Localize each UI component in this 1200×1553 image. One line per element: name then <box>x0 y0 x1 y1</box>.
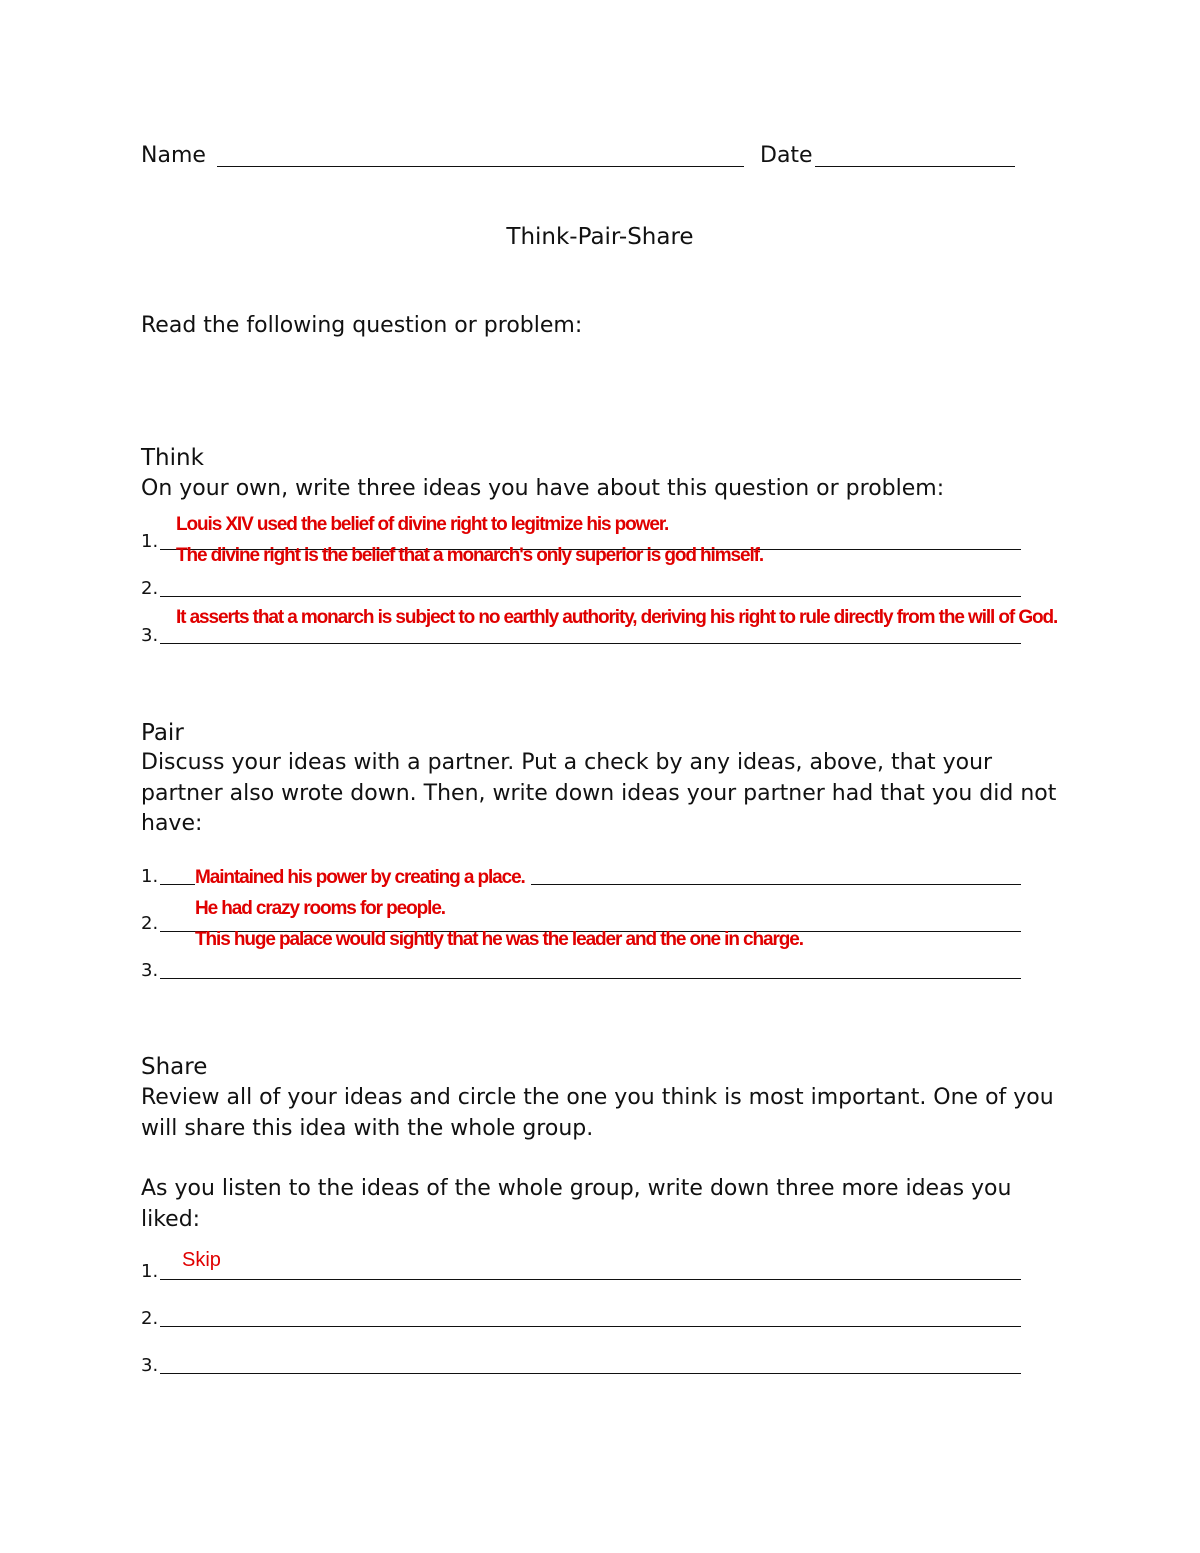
page-title: Think-Pair-Share <box>506 224 694 250</box>
share-heading: Share <box>141 1054 208 1080</box>
handwritten-answer: It asserts that a monarch is subject to no earthly authority, deriving his right to rule directly from the will of God. <box>176 607 1058 628</box>
item-number: 3. <box>141 1355 159 1376</box>
date-field-line[interactable] <box>815 166 1015 167</box>
handwritten-answer: He had crazy rooms for people. <box>195 898 445 919</box>
think-heading: Think <box>141 445 204 471</box>
pair-instructions: Discuss your ideas with a partner. Put a check by any ideas, above, that your partner also wrote down. Then, write down ideas your partner had that you did not have: <box>141 750 1057 836</box>
answer-line[interactable] <box>160 1279 1021 1280</box>
handwritten-answer: Skip <box>182 1249 221 1271</box>
item-number: 1. <box>141 531 159 552</box>
answer-line[interactable] <box>160 596 1021 597</box>
share-instructions-2: As you listen to the ideas of the whole group, write down three more ideas you liked: <box>141 1176 1012 1232</box>
item-number: 2. <box>141 913 159 934</box>
item-number: 1. <box>141 1261 159 1282</box>
answer-line[interactable] <box>160 1373 1021 1374</box>
item-number: 2. <box>141 1308 159 1329</box>
item-number: 3. <box>141 625 159 646</box>
answer-line[interactable] <box>160 978 1021 979</box>
share-instructions: Review all of your ideas and circle the one you think is most important. One of you will share this idea with the whole group. <box>141 1085 1054 1141</box>
prompt-text: Read the following question or problem: <box>141 313 583 338</box>
think-instructions: On your own, write three ideas you have about this question or problem: <box>141 476 945 501</box>
answer-line[interactable] <box>160 643 1021 644</box>
handwritten-answer: Maintained his power by creating a place. <box>195 862 531 893</box>
handwritten-answer: This huge palace would sightly that he was the leader and the one in charge. <box>195 929 803 950</box>
item-number: 2. <box>141 578 159 599</box>
name-label: Name <box>141 143 206 168</box>
handwritten-answer: The divine right is the belief that a monarch's only superior is god himself. <box>176 545 764 566</box>
handwritten-answer: Louis XIV used the belief of divine right to legitmize his power. <box>176 514 669 535</box>
item-number: 3. <box>141 960 159 981</box>
pair-heading: Pair <box>141 720 184 746</box>
answer-line[interactable] <box>160 1326 1021 1327</box>
name-field-line[interactable] <box>217 166 744 167</box>
item-number: 1. <box>141 866 159 887</box>
date-label: Date <box>760 143 813 168</box>
